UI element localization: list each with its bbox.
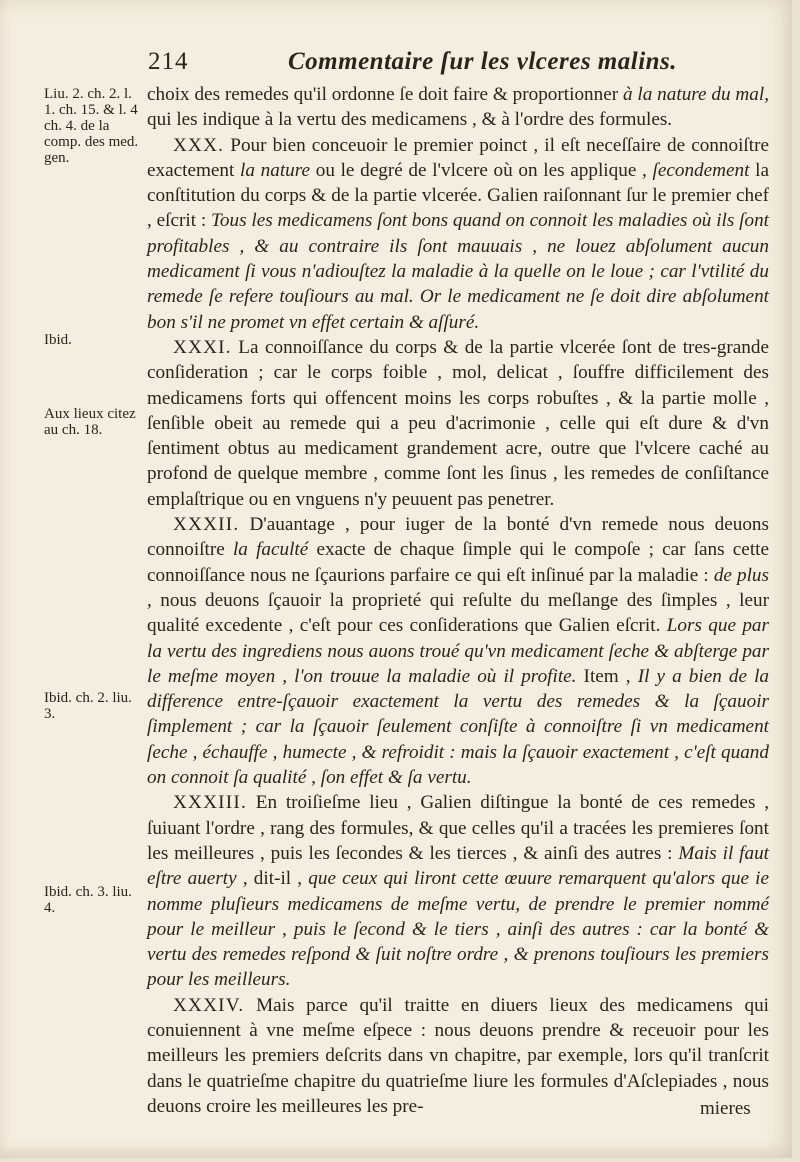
margin-note: Aux lieux citez au ch. 18. <box>44 406 136 438</box>
section-number: XXXIV. <box>173 994 245 1016</box>
paragraph-xxxiv: XXXIV. Mais parce qu'il traitte en diuers lieux des medicamens qui conuiennent à vne meſme eſpece : nous deuons prendre & receuoir pour les meilleurs les premiers deſcrits dans vn chapitre, par exemple, lors qu'il tranſcrit dans le quatrieſme chapitre du quatrieſme liure les formules d'Aſclepiades , nous deuons croire les meilleures les pre- <box>147 994 769 1117</box>
paragraph: choix des remedes qu'il ordonne ſe doit faire & proportionner à la nature du mal, qui les indique à la vertu des medicamens , & à l'ordre des formules. <box>147 84 770 131</box>
paragraph-xxxi: XXXI. La connoiſſance du corps & de la partie vlcerée ſont de tres-grande conſideration ; car le corps foible , mol, delicat , ſouffre difficilement des medicamens forts qui offencent moins les corps robuſtes , & la partie molle , ſenſible obeit au remede qui a peu d'acrimonie , celle qui eſt dure & d'vn ſentiment obtus au medicament grandement acre, outre que l'vlcere caché au profond de quelque membre , comme ſont les ſinus , les remedes de conſiſtance emplaſtrique ou en vnguens n'y peuuent pas penetrer. <box>147 336 769 510</box>
margin-note: Ibid. ch. 3. liu. 4. <box>44 884 132 916</box>
section-number: XXXII. <box>173 514 240 536</box>
paragraph-xxxiii: XXXIII. En troiſieſme lieu , Galien diſtingue la bonté de ces remedes , ſuiuant l'ordre , rang des formules, & que celles qu'il a tracées les premieres ſont les meilleures , puis les ſecondes & les tierces , & ainſi des autres : Mais il faut eſtre auerty , dit-il , que ceux qui liront cette œuure remarquent qu'alors que ie nomme pluſieurs medicamens de meſme vertu, de prendre le premier nommé pour le meilleur , puis le ſecond & le tiers , ainſi des autres : car la bonté & vertu des remedes reſpond & ſuit noſtre ordre , & prenons touſiours les premiers pour les meilleurs. <box>147 792 770 991</box>
margin-note: Ibid. ch. 2. liu. 3. <box>44 690 132 722</box>
page-number: 214 <box>148 48 189 75</box>
section-number: XXXI. <box>173 336 232 358</box>
body-text <box>147 82 769 1119</box>
section-number: XXX. <box>173 134 225 156</box>
margin-note: Liu. 2. ch. 2. l. 1. ch. 15. & l. 4 ch. 4. de la comp. des med. gen. <box>44 86 139 166</box>
margin-note: Ibid. <box>44 332 72 348</box>
section-number: XXXIII. <box>173 792 247 814</box>
margin-notes <box>44 84 144 1084</box>
running-title: Commentaire ſur les vlceres malins. <box>288 48 678 75</box>
page-header <box>148 44 768 80</box>
paragraph-xxxii: XXXII. D'auantage , pour iuger de la bonté d'vn remede nous deuons connoiſtre la faculté exacte de chaque ſimple qui le compoſe ; car ſans cette connoiſſance nous ne ſçaurions parfaire ce qui eſt inſinué par la maladie : de plus , nous deuons ſçauoir la proprieté qui reſulte du meſlange des ſimples , leur qualité excedente , c'eſt pour ces conſiderations que Galien eſcrit. Lors que par la vertu des ingrediens nous auons troué qu'vn medicament ſeche & abſterge par le meſme moyen , l'on trouue la maladie où il profite. Item , Il y a bien de la difference entre-ſçauoir exactement la vertu des remedes & la ſçauoir ſimplement ; car la ſçauoir ſeulement conſiſte à connoiſtre ſi vn medicament ſeche , échauffe , humecte , & refroidit : mais la ſçauoir exactement , c'eſt quand on connoit ſa qualité , ſon effet & ſa vertu. <box>147 514 770 789</box>
paragraph-xxx: XXX. Pour bien conceuoir le premier poinct , il eſt neceſſaire de connoiſtre exactement la nature ou le degré de l'vlcere où on les applique , ſecondement la conſtitution du corps & de la partie vlcerée. Galien raiſonnant ſur le premier chef , eſcrit : Tous les medicamens ſont bons quand on connoit les maladies où ils ſont profitables , & au contraire ils ſont mauuais , ne louez abſolument aucun medicament ſi vous n'adiouſtez la maladie à la quelle on le loue ; car l'vtilité du remede ſe refere touſiours au mal. Or le medicament ne ſe doit dire abſolument bon s'il ne promet vn effet certain & aſſuré. <box>147 134 769 333</box>
catchword: mieres <box>700 1098 751 1119</box>
